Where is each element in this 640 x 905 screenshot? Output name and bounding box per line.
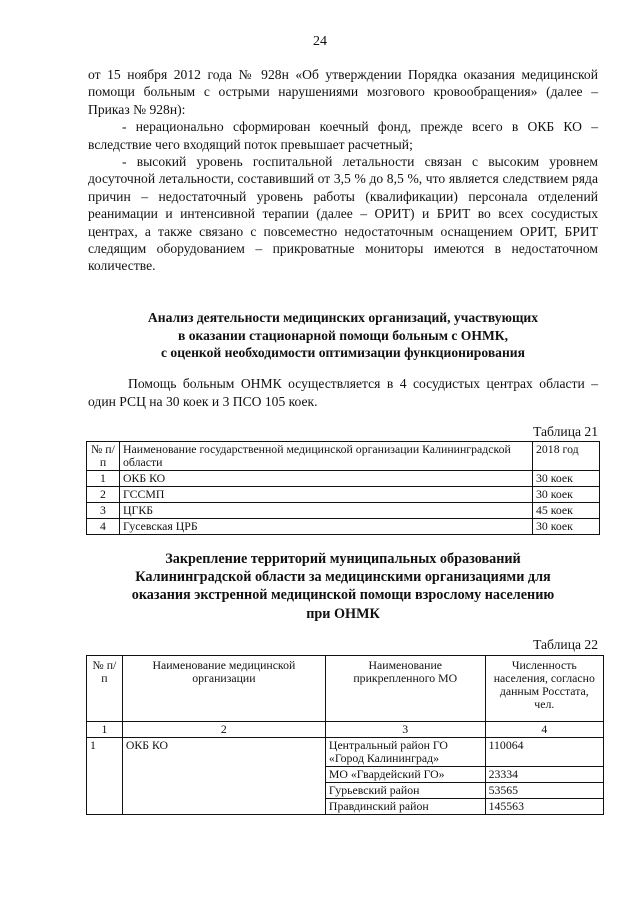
cell: 30 коек bbox=[533, 471, 600, 487]
cell: 30 коек bbox=[533, 519, 600, 535]
table-row bbox=[87, 519, 600, 535]
cell: ЦГКБ bbox=[120, 503, 533, 519]
section-heading-assignment bbox=[88, 550, 598, 623]
cell: ГССМП bbox=[120, 487, 533, 503]
heading-line: Закрепление территорий муниципальных образований bbox=[165, 551, 521, 567]
cell: 2 bbox=[87, 487, 120, 503]
cell: 23334 bbox=[485, 767, 603, 783]
header-cell: Численность населения, согласно данным Росстата, чел. bbox=[485, 656, 603, 722]
cell: 1 bbox=[87, 471, 120, 487]
intro-paragraph: - высокий уровень госпитальной летальности связан с высоким уровнем досуточной летальности, составивший от 3,5 % до 8,5 %, что является следствием ряда причин – недостаточный уровень работы (квалификации) персонала отделений реанимации и интенсивной терапии (далее – ОРИТ) и БРИТ во всех сосудистых центрах, а также связано с повсеместно недостаточным оснащением ОРИТ, БРИТ следящим оборудованием – прикроватные мониторы имеются в недостаточном количестве. bbox=[88, 154, 598, 274]
cell: 30 коек bbox=[533, 487, 600, 503]
heading-line: в оказании стационарной помощи больным с ОНМК, bbox=[177, 327, 509, 343]
cell: МО «Гвардейский ГО» bbox=[325, 767, 485, 783]
cell: 45 коек bbox=[533, 503, 600, 519]
cell: Правдинский район bbox=[325, 799, 485, 815]
cell: 145563 bbox=[485, 799, 603, 815]
header-cell: Наименование медицинской организации bbox=[122, 656, 325, 722]
cell: 1 bbox=[87, 722, 123, 738]
heading-line: при ОНМК bbox=[306, 605, 380, 622]
table-row bbox=[87, 487, 600, 503]
heading-line: Калининградской области за медицинскими организациями для bbox=[135, 569, 551, 586]
header-cell: Наименование государственной медицинской организации Калининградской области bbox=[120, 442, 533, 471]
table-row bbox=[87, 738, 604, 767]
column-number-row bbox=[87, 722, 604, 738]
heading-line: с оценкой необходимости оптимизации функционирования bbox=[161, 345, 525, 361]
header-cell: 2018 год bbox=[533, 442, 600, 471]
intro-text bbox=[88, 66, 598, 275]
header-cell: Наименование прикрепленного МО bbox=[325, 656, 485, 722]
table-label: Таблица 21 bbox=[533, 424, 598, 439]
cell: 1 bbox=[87, 738, 123, 815]
table-header-row bbox=[87, 656, 604, 722]
intro-paragraph: - нерационально сформирован коечный фонд, прежде всего в ОКБ КО – вследствие чего входящий поток превышает расчетный; bbox=[88, 119, 598, 152]
table-row bbox=[87, 471, 600, 487]
intro-paragraph: от 15 ноября 2012 года № 928н «Об утверждении Порядка оказания медицинской помощи больным с острыми нарушениями мозгового кровообращения» (далее – Приказ № 928н): bbox=[88, 67, 598, 117]
paragraph: Помощь больным ОНМК осуществляется в 4 сосудистых центрах области – один РСЦ на 30 коек и 3 ПСО 105 коек. bbox=[88, 376, 598, 409]
cell: Центральный район ГО «Город Калининград» bbox=[325, 738, 485, 767]
table-label: Таблица 22 bbox=[533, 637, 598, 652]
header-cell: № п/п bbox=[87, 442, 120, 471]
cell: 4 bbox=[87, 519, 120, 535]
cell: 4 bbox=[485, 722, 603, 738]
cell: Гусевская ЦРБ bbox=[120, 519, 533, 535]
heading-line: Анализ деятельности медицинских организаций, участвующих bbox=[147, 310, 539, 325]
page-number: 24 bbox=[313, 34, 327, 49]
cell: 3 bbox=[325, 722, 485, 738]
section-text bbox=[88, 375, 598, 411]
table-21 bbox=[86, 441, 600, 535]
cell: 2 bbox=[122, 722, 325, 738]
table-row bbox=[87, 503, 600, 519]
table-22 bbox=[86, 655, 604, 815]
cell: Гурьевский район bbox=[325, 783, 485, 799]
cell: ОКБ КО bbox=[122, 738, 325, 815]
header-cell: № п/п bbox=[87, 656, 123, 722]
heading-line: оказания экстренной медицинской помощи взрослому населению bbox=[131, 587, 555, 604]
cell: ОКБ КО bbox=[120, 471, 533, 487]
cell: 53565 bbox=[485, 783, 603, 799]
cell: 3 bbox=[87, 503, 120, 519]
cell: 110064 bbox=[485, 738, 603, 767]
table-header-row bbox=[87, 442, 600, 471]
section-heading-analysis bbox=[88, 309, 598, 362]
